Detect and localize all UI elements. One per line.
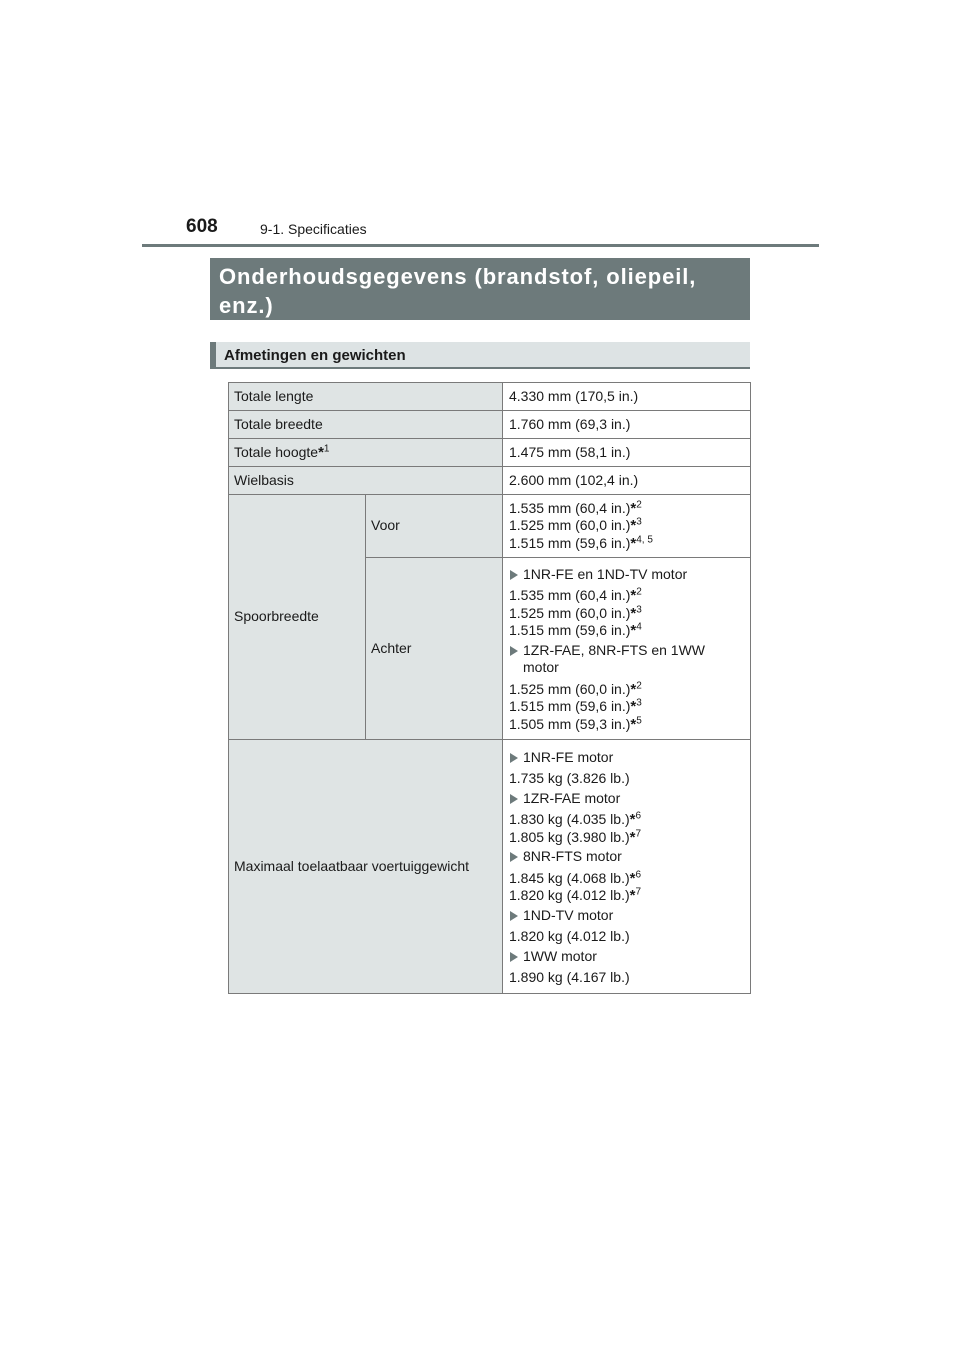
- overall-width-value: 1.760 mm (69,3 in.): [503, 411, 751, 439]
- footnote-number: 6: [635, 810, 642, 822]
- value-line: [509, 870, 742, 888]
- overall-height-label: Totale hoogte: [234, 443, 319, 460]
- overall-height-value: 1.475 mm (58,1 in.): [503, 439, 751, 467]
- footnote-number: 2: [636, 586, 642, 598]
- value-line: [509, 517, 742, 535]
- tread-front-values: [503, 495, 751, 558]
- footnote-marker: *: [630, 534, 637, 552]
- tread-label: Spoorbreedte: [229, 495, 366, 740]
- footnote-number: 6: [635, 868, 642, 880]
- table-row: [229, 740, 751, 994]
- triangle-bullet-icon: [510, 753, 518, 763]
- table-row: [229, 439, 751, 467]
- footnote-marker: *: [629, 887, 636, 904]
- tread-front-label: Voor: [366, 495, 503, 558]
- specifications-table: [228, 382, 751, 994]
- value-line: [509, 605, 742, 623]
- value-text: 1.515 mm (59,6 in.): [509, 698, 631, 715]
- overall-height-label-cell: [229, 439, 503, 467]
- engine-name: 1NR-FE en 1ND-TV motor: [523, 565, 688, 582]
- value-line: [509, 622, 742, 640]
- footnote-marker: *: [630, 517, 637, 535]
- gvw-label: Maximaal toelaatbaar voertuiggewicht: [229, 740, 503, 994]
- footnote-marker: *: [630, 604, 637, 622]
- engine-name: 1ND-TV motor: [523, 906, 614, 923]
- value-text: 1.820 kg (4.012 lb.): [509, 887, 630, 903]
- value-text: 1.890 kg (4.167 lb.): [509, 969, 630, 985]
- triangle-bullet-icon: [510, 570, 518, 580]
- engine-name: 1ZR-FAE motor: [523, 789, 621, 806]
- value-text: 1.525 mm (60,0 in.): [509, 680, 631, 697]
- value-line: [509, 716, 742, 734]
- footnote-number: 4, 5: [636, 534, 653, 546]
- footnote-marker: *: [630, 680, 637, 698]
- value-text: 1.845 kg (4.068 lb.): [509, 869, 630, 886]
- footnote-number: 2: [636, 499, 642, 511]
- value-text: 1.535 mm (60,4 in.): [509, 587, 631, 604]
- engine-heading: [509, 907, 742, 925]
- header-rule: [142, 244, 819, 247]
- table-row: [229, 411, 751, 439]
- engine-heading: [509, 948, 742, 966]
- engine-heading: [509, 790, 742, 808]
- page-title-line: enz.): [219, 293, 274, 318]
- engine-name: 8NR-FTS motor: [523, 848, 622, 864]
- footnote-number: 7: [635, 827, 642, 839]
- footnote-number: 5: [636, 715, 642, 727]
- gvw-values: [503, 740, 751, 994]
- engine-heading: [509, 749, 742, 767]
- table-row: [229, 495, 751, 558]
- wheelbase-label: Wielbasis: [229, 467, 503, 495]
- table-row: [229, 467, 751, 495]
- footnote-marker: *: [630, 587, 637, 605]
- value-line: [509, 887, 742, 905]
- overall-width-label: Totale breedte: [229, 411, 503, 439]
- footnote-marker: *: [629, 828, 636, 846]
- overall-length-label: Totale lengte: [229, 383, 503, 411]
- engine-name: motor: [523, 659, 559, 676]
- value-text: 1.515 mm (59,6 in.): [509, 622, 631, 639]
- value-line: [509, 535, 742, 553]
- overall-length-value: 4.330 mm (170,5 in.): [503, 383, 751, 411]
- triangle-bullet-icon: [510, 794, 518, 804]
- value-line: [509, 811, 742, 829]
- value-text: 1.515 mm (59,6 in.): [509, 534, 631, 551]
- engine-name-line: [523, 642, 742, 660]
- engine-heading: [509, 642, 742, 677]
- value-text: 1.735 kg (3.826 lb.): [509, 770, 630, 786]
- engine-name: 1WW motor: [523, 947, 597, 964]
- value-text: 1.805 kg (3.980 lb.): [509, 828, 630, 845]
- triangle-bullet-icon: [510, 646, 518, 656]
- footnote-number: 3: [636, 516, 642, 528]
- footnote-number: 7: [635, 886, 642, 898]
- value-line: [509, 829, 742, 847]
- footnote-marker: *: [630, 715, 637, 733]
- footnote-number: 3: [636, 604, 642, 616]
- tread-rear-label: Achter: [366, 558, 503, 740]
- value-line: [509, 928, 742, 946]
- value-text: 1.820 kg (4.012 lb.): [509, 928, 630, 944]
- footnote-number: 1: [323, 443, 330, 455]
- footnote-marker: *: [629, 869, 636, 887]
- table-row: [229, 383, 751, 411]
- tread-rear-values: [503, 558, 751, 740]
- value-line: [509, 681, 742, 699]
- page-title: [210, 258, 750, 320]
- engine-heading: [509, 566, 742, 584]
- value-line: [509, 698, 742, 716]
- footnote-number: 4: [636, 621, 642, 633]
- page-number: 608: [186, 216, 218, 237]
- section-reference: 9-1. Specificaties: [260, 221, 367, 237]
- footnote-marker: *: [630, 499, 637, 517]
- value-text: 1.525 mm (60,0 in.): [509, 517, 631, 534]
- triangle-bullet-icon: [510, 952, 518, 962]
- wheelbase-value: 2.600 mm (102,4 in.): [503, 467, 751, 495]
- footnote-marker: *: [629, 811, 636, 828]
- value-line: [509, 500, 742, 518]
- triangle-bullet-icon: [510, 852, 518, 862]
- value-text: 1.505 mm (59,3 in.): [509, 715, 631, 732]
- value-line: [509, 770, 742, 788]
- value-text: 1.830 kg (4.035 lb.): [509, 811, 630, 827]
- section-heading-text: Afmetingen en gewichten: [224, 347, 406, 364]
- heading-accent-bar: [210, 342, 216, 367]
- engine-name: 1NR-FE motor: [523, 748, 614, 765]
- engine-name: 1ZR-FAE, 8NR-FTS en 1WW: [523, 641, 706, 658]
- section-heading: [210, 342, 750, 369]
- triangle-bullet-icon: [510, 911, 518, 921]
- engine-heading: [509, 848, 742, 866]
- value-line: [509, 969, 742, 987]
- value-text: 1.525 mm (60,0 in.): [509, 604, 631, 621]
- footnote-marker: *: [630, 622, 637, 640]
- footnote-marker: *: [318, 443, 324, 461]
- footnote-marker: *: [630, 698, 637, 716]
- footnote-number: 3: [636, 697, 642, 709]
- footnote-number: 2: [636, 680, 642, 692]
- value-line: [509, 587, 742, 605]
- page-title-line: Onderhoudsgegevens (brandstof, oliepeil,: [219, 264, 697, 289]
- value-text: 1.535 mm (60,4 in.): [509, 499, 631, 516]
